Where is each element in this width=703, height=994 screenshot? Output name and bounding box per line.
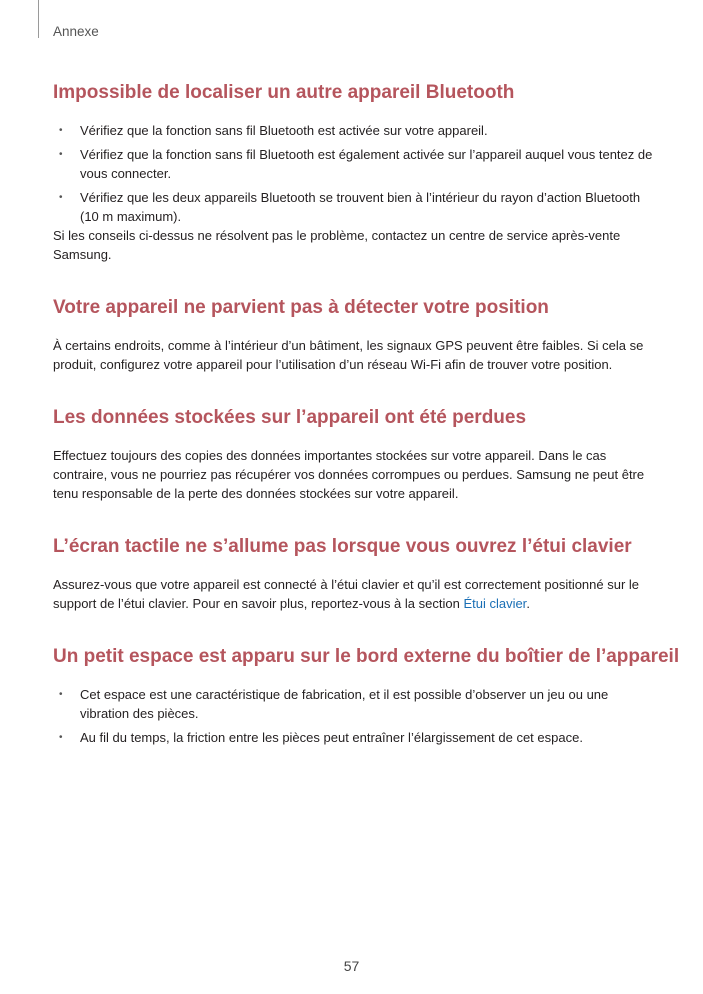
section-gap [53,644,680,747]
keyboard-cover-link[interactable]: Étui clavier [463,596,527,611]
bullet-icon: • [59,689,63,700]
section-paragraph: Si les conseils ci-dessus ne résolvent pas le problème, contactez un centre de service après-vente Samsung. [53,228,621,262]
list-item: • Vérifiez que la fonction sans fil Bluetooth est activée sur votre appareil. [59,123,488,138]
section-heading: Un petit espace est apparu sur le bord externe du boîtier de l’appareil [53,646,680,667]
section-paragraph: Assurez-vous que votre appareil est connecté à l’étui clavier et qu’il est correctement positionné sur le support de l’étui clavier. Pour en savoir plus, reportez-vous à la section Étui clavier. [53,577,640,611]
list-item: • Au fil du temps, la friction entre les pièces peut entraîner l’élargissement de cet espace. [59,730,583,745]
section-position [53,295,653,374]
section-bluetooth [53,80,653,264]
section-heading: Votre appareil ne parvient pas à détecter votre position [53,297,549,318]
bullet-icon: • [59,192,63,203]
bullet-list [53,685,653,747]
list-item: • Vérifiez que la fonction sans fil Bluetooth est également activée sur l’appareil auquel vous tentez de vous connecter. [59,147,653,181]
section-heading: Impossible de localiser un autre appareil Bluetooth [53,82,515,103]
bullet-icon: • [59,732,63,743]
bullet-list [53,121,653,226]
page-number: 57 [343,958,360,974]
section-heading: L’écran tactile ne s’allume pas lorsque vous ouvrez l’étui clavier [53,536,632,557]
list-item: • Cet espace est une caractéristique de fabrication, et il est possible d’observer un jeu ou une vibration des pièces. [59,687,609,721]
list-item: • Vérifiez que les deux appareils Bluetooth se trouvent bien à l’intérieur du rayon d’action Bluetooth (10 m maximum). [59,190,641,224]
bullet-icon: • [59,125,63,136]
section-paragraph: À certains endroits, comme à l’intérieur d’un bâtiment, les signaux GPS peuvent être faibles. Si cela se produit, configurez votre appareil pour l’utilisation d’un réseau Wi-Fi afin de trouver votre position. [53,338,644,372]
section-data-lost [53,405,653,503]
bullet-icon: • [59,149,63,160]
section-touchscreen [53,534,653,613]
header-divider [38,0,39,38]
page-content [53,80,680,752]
section-heading: Les données stockées sur l’appareil ont été perdues [53,407,527,428]
running-header: Annexe [53,24,99,39]
section-paragraph: Effectuez toujours des copies des données importantes stockées sur votre appareil. Dans le cas contraire, vous ne pourriez pas récupérer vos données corrompues ou perdues. Samsung ne peut être tenu responsable de la perte des données stockées sur votre appareil. [53,448,645,501]
